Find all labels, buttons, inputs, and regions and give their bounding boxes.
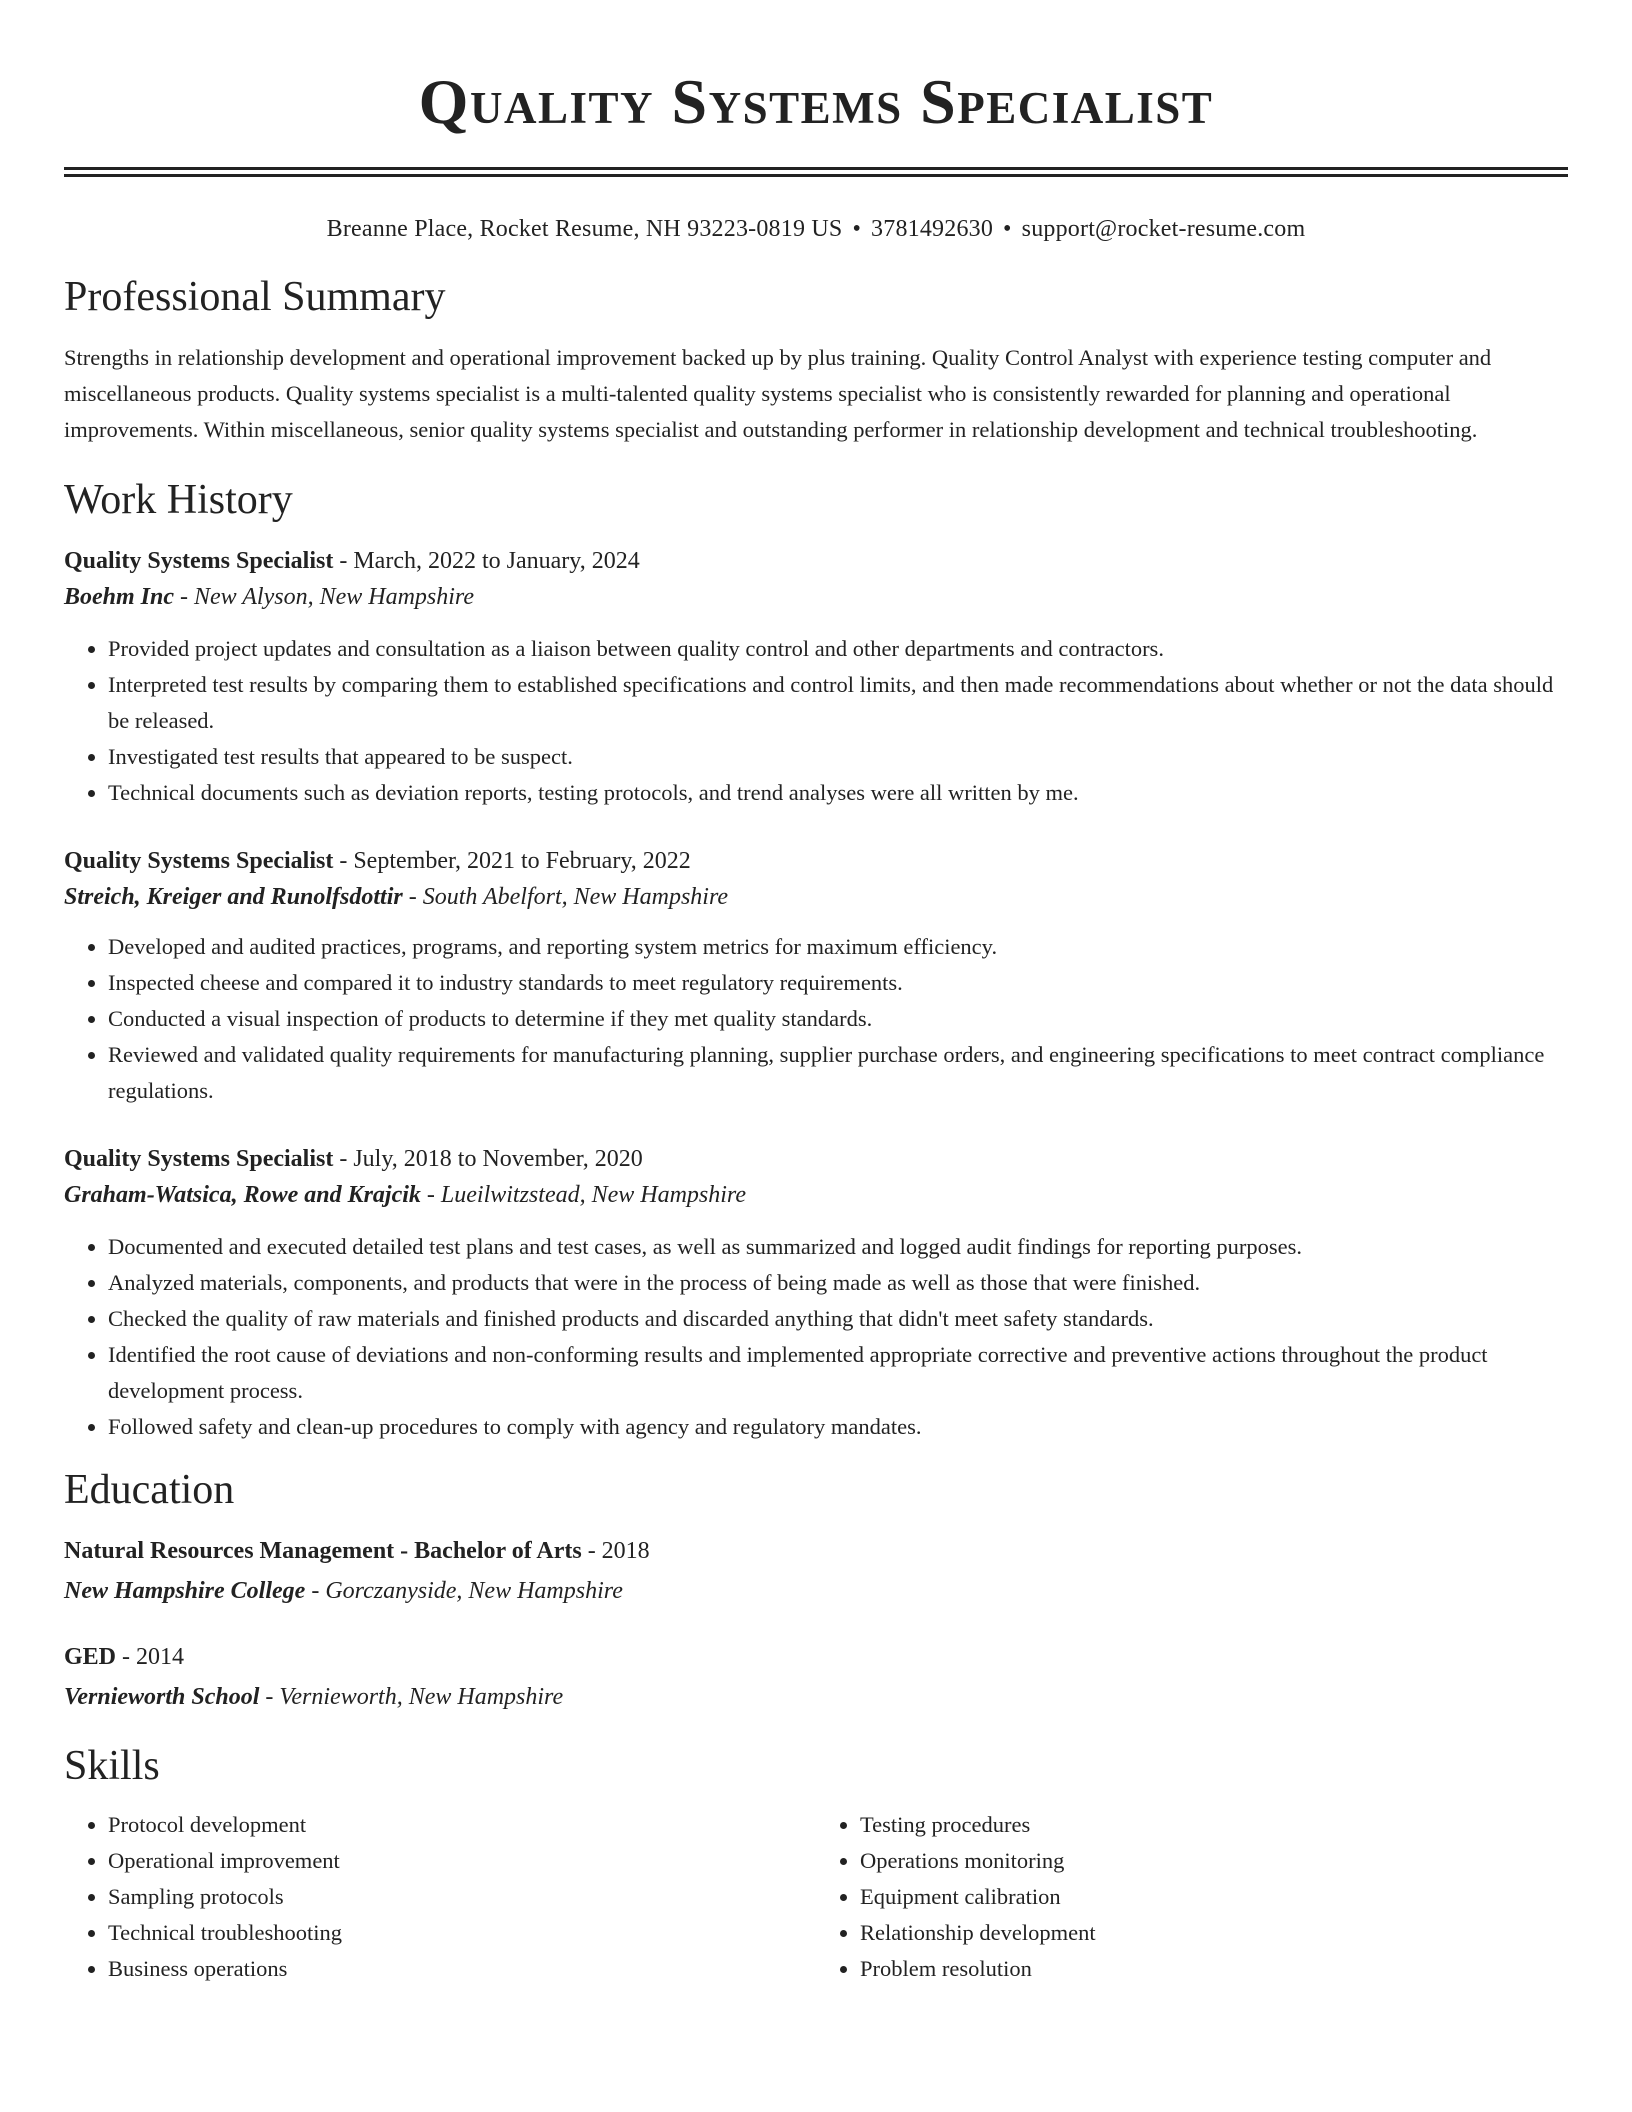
- job-dates: - July, 2018 to November, 2020: [333, 1146, 643, 1172]
- job-bullets: [64, 1229, 1568, 1445]
- title-divider: [64, 167, 1568, 177]
- job-title-line: [64, 543, 1568, 579]
- summary-section: [64, 272, 1568, 448]
- skills-heading: Skills: [64, 1743, 160, 1789]
- education-heading: Education: [64, 1467, 235, 1513]
- skills-columns: [64, 1807, 1568, 1987]
- job-location: - South Abelfort, New Hampshire: [402, 884, 729, 910]
- list-item: • Documented and executed detailed test plans and test cases, as well as summarized and logged audit findings for reporting purposes.: [108, 1229, 1568, 1265]
- list-item: • Investigated test results that appeared to be suspect.: [108, 739, 1568, 775]
- job-dates: - September, 2021 to February, 2022: [333, 848, 691, 874]
- job-company: Boehm Inc: [64, 584, 175, 610]
- job-title: Quality Systems Specialist: [64, 848, 334, 874]
- job-location: - New Alyson, New Hampshire: [174, 584, 475, 610]
- education-entry: [64, 1533, 1568, 1609]
- summary-text: Strengths in relationship development and operational improvement backed up by plus training. Quality Control Analyst with experience testing computer and miscellaneous products. Quality systems specialist is a multi-talented quality systems specialist who is consistently rewarded for planning and operational improvements. Within miscellaneous, senior quality systems specialist and outstanding performer in relationship development and technical troubleshooting.: [64, 345, 1492, 442]
- job-company-line: [64, 879, 1568, 915]
- education-year: - 2014: [116, 1644, 185, 1670]
- list-item: • Developed and audited practices, programs, and reporting system metrics for maximum efficiency.: [108, 929, 1568, 965]
- job-location: - Lueilwitzstead, New Hampshire: [420, 1182, 747, 1208]
- list-item: • Inspected cheese and compared it to industry standards to meet regulatory requirements.: [108, 965, 1568, 1001]
- list-item: • Technical documents such as deviation reports, testing protocols, and trend analyses were all written by me.: [108, 775, 1568, 811]
- skill-item: • Operational improvement: [108, 1843, 816, 1879]
- education-section: [64, 1465, 1568, 1715]
- work-history-section: [64, 475, 1568, 1445]
- contact-separator: •: [852, 216, 862, 242]
- contact-line: [64, 214, 1568, 244]
- skill-item: • Problem resolution: [860, 1951, 1568, 1987]
- job-title: Quality Systems Specialist: [64, 1146, 334, 1172]
- job-company-line: [64, 1177, 1568, 1213]
- skill-item: • Equipment calibration: [860, 1879, 1568, 1915]
- skill-item: • Business operations: [108, 1951, 816, 1987]
- job-title-line: [64, 843, 1568, 879]
- list-item: • Checked the quality of raw materials and finished products and discarded anything that didn't meet safety standards.: [108, 1301, 1568, 1337]
- education-degree-line: [64, 1533, 1568, 1569]
- skills-section: [64, 1741, 1568, 1987]
- education-entry: [64, 1639, 1568, 1715]
- education-school-line: [64, 1573, 1568, 1609]
- list-item: • Followed safety and clean-up procedures to comply with agency and regulatory mandates.: [108, 1409, 1568, 1445]
- resume-title: Quality Systems Specialist: [418, 66, 1214, 137]
- job-entry: [64, 1141, 1568, 1445]
- job-company: Streich, Kreiger and Runolfsdottir: [64, 884, 403, 910]
- job-company-line: [64, 579, 1568, 615]
- skill-item: • Protocol development: [108, 1807, 816, 1843]
- education-school: New Hampshire College: [64, 1578, 306, 1604]
- job-entry: [64, 543, 1568, 811]
- list-item: • Reviewed and validated quality requirements for manufacturing planning, supplier purchase orders, and engineering specifications to meet contract compliance regulations.: [108, 1037, 1568, 1109]
- job-bullets: [64, 631, 1568, 811]
- skill-item: • Testing procedures: [860, 1807, 1568, 1843]
- skills-list-left: [64, 1807, 816, 1987]
- education-degree-line: [64, 1639, 1568, 1675]
- education-location: - Vernieworth, New Hampshire: [259, 1684, 564, 1710]
- work-history-heading: Work History: [64, 477, 293, 523]
- skills-list-right: [816, 1807, 1568, 1987]
- list-item: • Conducted a visual inspection of products to determine if they met quality standards.: [108, 1001, 1568, 1037]
- skill-item: • Sampling protocols: [108, 1879, 816, 1915]
- job-entry: [64, 843, 1568, 1109]
- education-location: - Gorczanyside, New Hampshire: [305, 1578, 623, 1604]
- job-title: Quality Systems Specialist: [64, 548, 334, 574]
- list-item: • Provided project updates and consultation as a liaison between quality control and other departments and contractors.: [108, 631, 1568, 667]
- list-item: • Analyzed materials, components, and products that were in the process of being made as well as those that were finished.: [108, 1265, 1568, 1301]
- education-school: Vernieworth School: [64, 1684, 260, 1710]
- summary-heading: Professional Summary: [64, 274, 446, 320]
- list-item: • Identified the root cause of deviations and non-conforming results and implemented appropriate corrective and preventive actions throughout the product development process.: [108, 1337, 1568, 1409]
- job-company: Graham-Watsica, Rowe and Krajcik: [64, 1182, 421, 1208]
- job-dates: - March, 2022 to January, 2024: [333, 548, 640, 574]
- list-item: • Interpreted test results by comparing them to established specifications and control limits, and then made recommendations about whether or not the data should be released.: [108, 667, 1568, 739]
- education-school-line: [64, 1679, 1568, 1715]
- skill-item: • Relationship development: [860, 1915, 1568, 1951]
- education-year: - 2018: [581, 1538, 650, 1564]
- education-degree: GED: [64, 1644, 117, 1670]
- skill-item: • Technical troubleshooting: [108, 1915, 816, 1951]
- contact-separator: •: [1003, 216, 1012, 242]
- contact-phone: 3781492630: [871, 216, 994, 242]
- job-title-line: [64, 1141, 1568, 1177]
- education-degree: Natural Resources Management - Bachelor of Arts: [64, 1538, 582, 1564]
- contact-address: Breanne Place, Rocket Resume, NH 93223-0819 US: [326, 216, 843, 242]
- job-bullets: [64, 929, 1568, 1109]
- contact-email: support@rocket-resume.com: [1021, 216, 1306, 242]
- skill-item: • Operations monitoring: [860, 1843, 1568, 1879]
